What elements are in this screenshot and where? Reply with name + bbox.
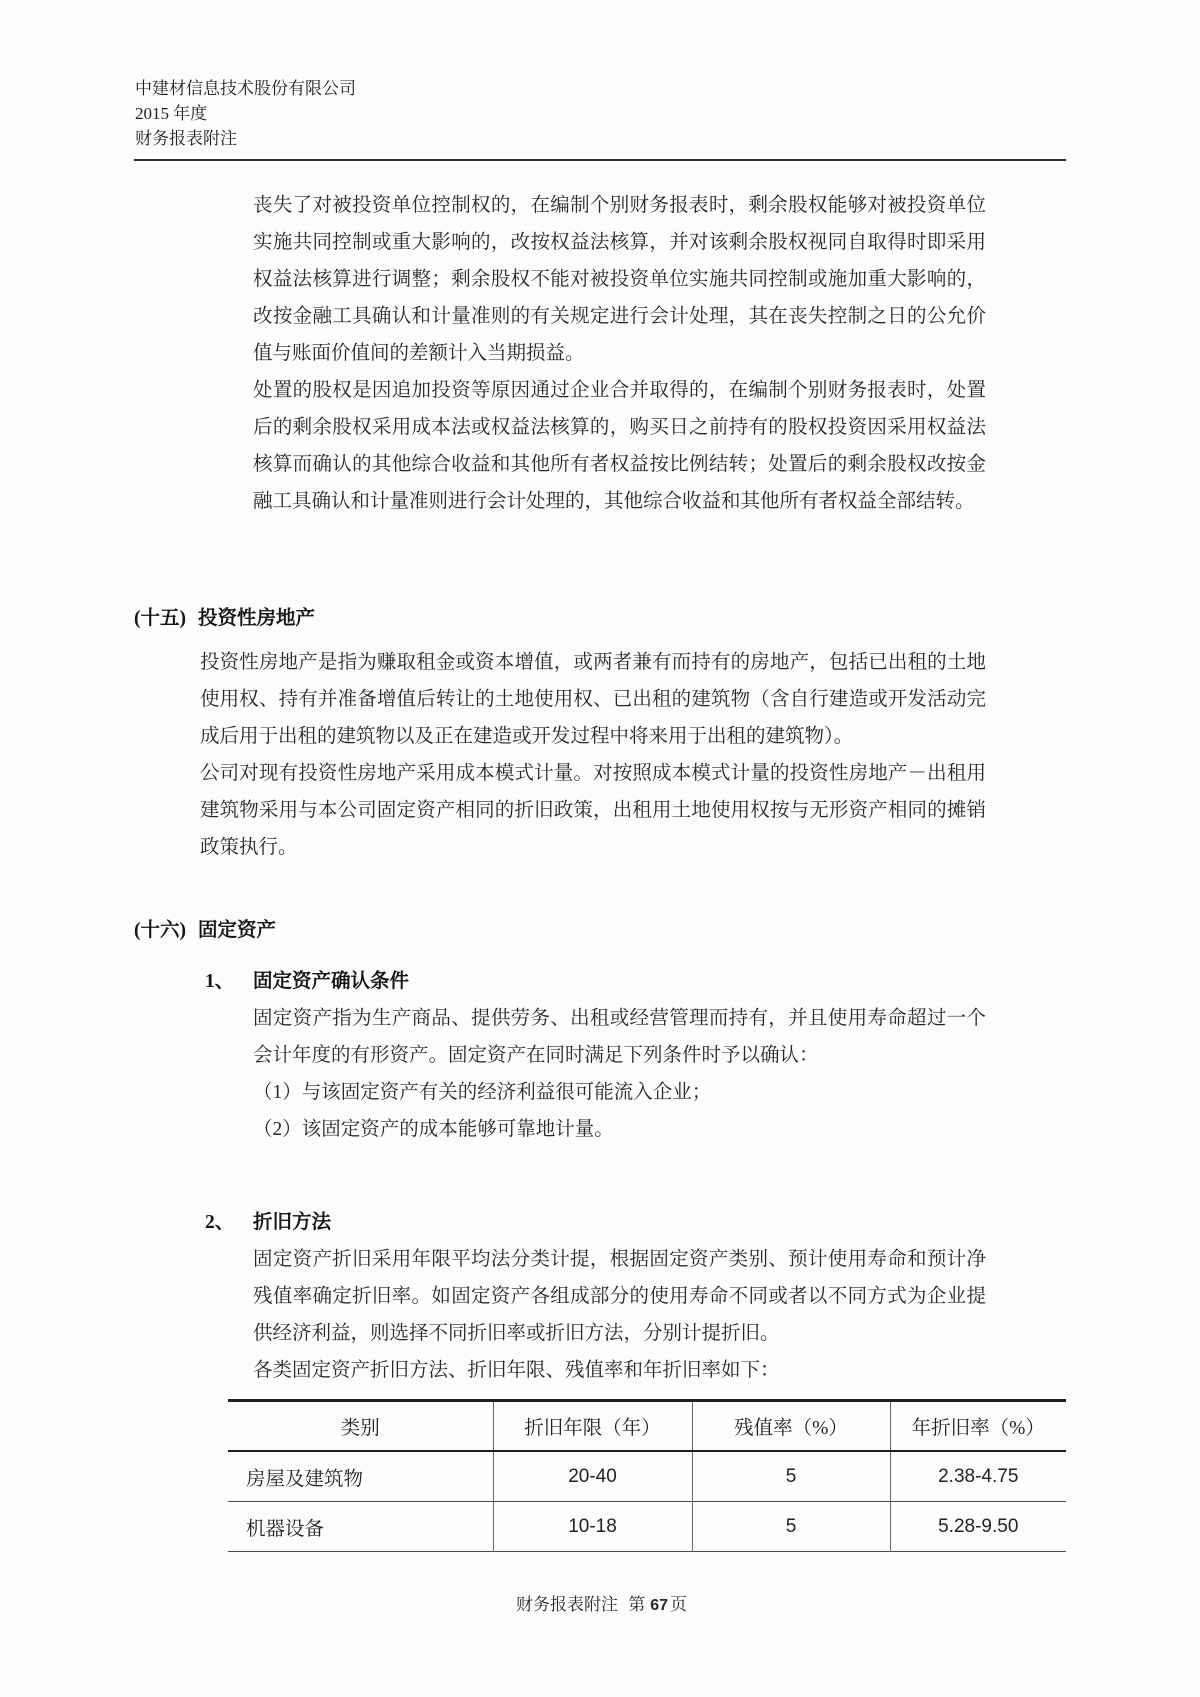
cell-annual-rate: 5.28-9.50: [890, 1502, 1066, 1552]
table-row: [228, 1502, 1066, 1552]
subsection-2-body: [253, 1241, 986, 1389]
cell-category: 机器设备: [228, 1502, 493, 1552]
footer-doc-label: 财务报表附注: [515, 1595, 618, 1614]
table-lead-in: 各类固定资产折旧方法、折旧年限、残值率和年折旧率如下：: [253, 1360, 780, 1381]
section-15-heading: [0, 600, 1200, 637]
paragraph-disposal-of-equity: 处置的股权是因追加投资等原因通过企业合并取得的，在编制个别财务报表时，处置后的剩余股权采用成本法或权益法核算的，购买日之前持有的股权投资因采用权益法核算而确认的其他综合收益和其他所有者权益按比例结转；处置后的剩余股权改按金融工具确认和计量准则进行会计处理的，其他综合收益和其他所有者权益全部结转。: [253, 380, 986, 512]
section-title: 投资性房地产: [198, 608, 316, 629]
subsection-number: 2、: [205, 1212, 235, 1233]
header-divider: [134, 159, 1066, 161]
fiscal-year: 2015 年度: [135, 104, 208, 123]
subsection-title: 折旧方法: [253, 1212, 332, 1233]
section-number: (十五): [134, 608, 186, 629]
depreciation-table: [228, 1399, 1066, 1552]
condition-item-1: （1）与该固定资产有关的经济利益很可能流入企业；: [253, 1082, 712, 1103]
page-footer: [0, 1590, 1200, 1615]
subsection-title: 固定资产确认条件: [253, 971, 410, 992]
subsection-2: [0, 1204, 1200, 1389]
column-header-residual-rate: 残值率（%）: [692, 1401, 890, 1452]
section-15-body: [200, 644, 986, 866]
company-name: 中建材信息技术股份有限公司: [135, 79, 356, 98]
section-title: 固定资产: [198, 920, 277, 941]
section-16-heading: [0, 912, 1200, 949]
subsection-1-heading: [0, 963, 1200, 1000]
paragraph-investment-property-definition: 投资性房地产是指为赚取租金或资本增值，或两者兼有而持有的房地产，包括已出租的土地使用权、持有并准备增值后转让的土地使用权、已出租的建筑物（含自行建造或开发活动完成后用于出租的建筑物以及正在建造或开发过程中将来用于出租的建筑物）。: [200, 652, 986, 747]
subsection-number: 1、: [205, 971, 235, 992]
document-title: 财务报表附注: [135, 129, 237, 148]
paragraph-fixed-asset-definition: 固定资产指为生产商品、提供劳务、出租或经营管理而持有，并且使用寿命超过一个会计年度的有形资产。固定资产在同时满足下列条件时予以确认：: [253, 1008, 986, 1066]
subsection-2-heading: [0, 1204, 1200, 1241]
column-header-category: 类别: [228, 1401, 493, 1452]
paragraph-depreciation-method: 固定资产折旧采用年限平均法分类计提，根据固定资产类别、预计使用寿命和预计净残值率确定折旧率。如固定资产各组成部分的使用寿命不同或者以不同方式为企业提供经济利益，则选择不同折旧率或折旧方法，分别计提折旧。: [253, 1249, 986, 1344]
paragraph-loss-of-control: 丧失了对被投资单位控制权的，在编制个别财务报表时，剩余股权能够对被投资单位实施共同控制或重大影响的，改按权益法核算，并对该剩余股权视同自取得时即采用权益法核算进行调整；剩余股权不能对被投资单位实施共同控制或施加重大影响的，改按金融工具确认和计量准则的有关规定进行会计处理，其在丧失控制之日的公允价值与账面价值间的差额计入当期损益。: [253, 195, 986, 364]
cell-category: 房屋及建筑物: [228, 1451, 493, 1502]
subsection-1-body: [253, 1000, 986, 1148]
column-header-annual-rate: 年折旧率（%）: [890, 1401, 1066, 1452]
paragraph-investment-property-measurement: 公司对现有投资性房地产采用成本模式计量。对按照成本模式计量的投资性房地产－出租用建筑物采用与本公司固定资产相同的折旧政策，出租用土地使用权按与无形资产相同的摊销政策执行。: [200, 763, 986, 858]
condition-item-2: （2）该固定资产的成本能够可靠地计量。: [253, 1119, 614, 1140]
section-number: (十六): [134, 920, 186, 941]
cell-useful-life: 20-40: [493, 1451, 692, 1502]
intro-paragraphs: [253, 187, 986, 520]
subsection-1: [0, 963, 1200, 1148]
column-header-useful-life: 折旧年限（年）: [493, 1401, 692, 1452]
section-15: [0, 600, 1200, 866]
cell-annual-rate: 2.38-4.75: [890, 1451, 1066, 1502]
table-header-row: [228, 1401, 1066, 1452]
page-header: [135, 76, 1200, 151]
table-row: [228, 1451, 1066, 1502]
section-16: [0, 912, 1200, 1552]
footer-page-suffix: 页: [670, 1595, 688, 1614]
footer-page-prefix: 第: [628, 1595, 646, 1614]
cell-residual-rate: 5: [692, 1451, 890, 1502]
cell-residual-rate: 5: [692, 1502, 890, 1552]
cell-useful-life: 10-18: [493, 1502, 692, 1552]
footer-page-number: 67: [650, 1597, 669, 1614]
